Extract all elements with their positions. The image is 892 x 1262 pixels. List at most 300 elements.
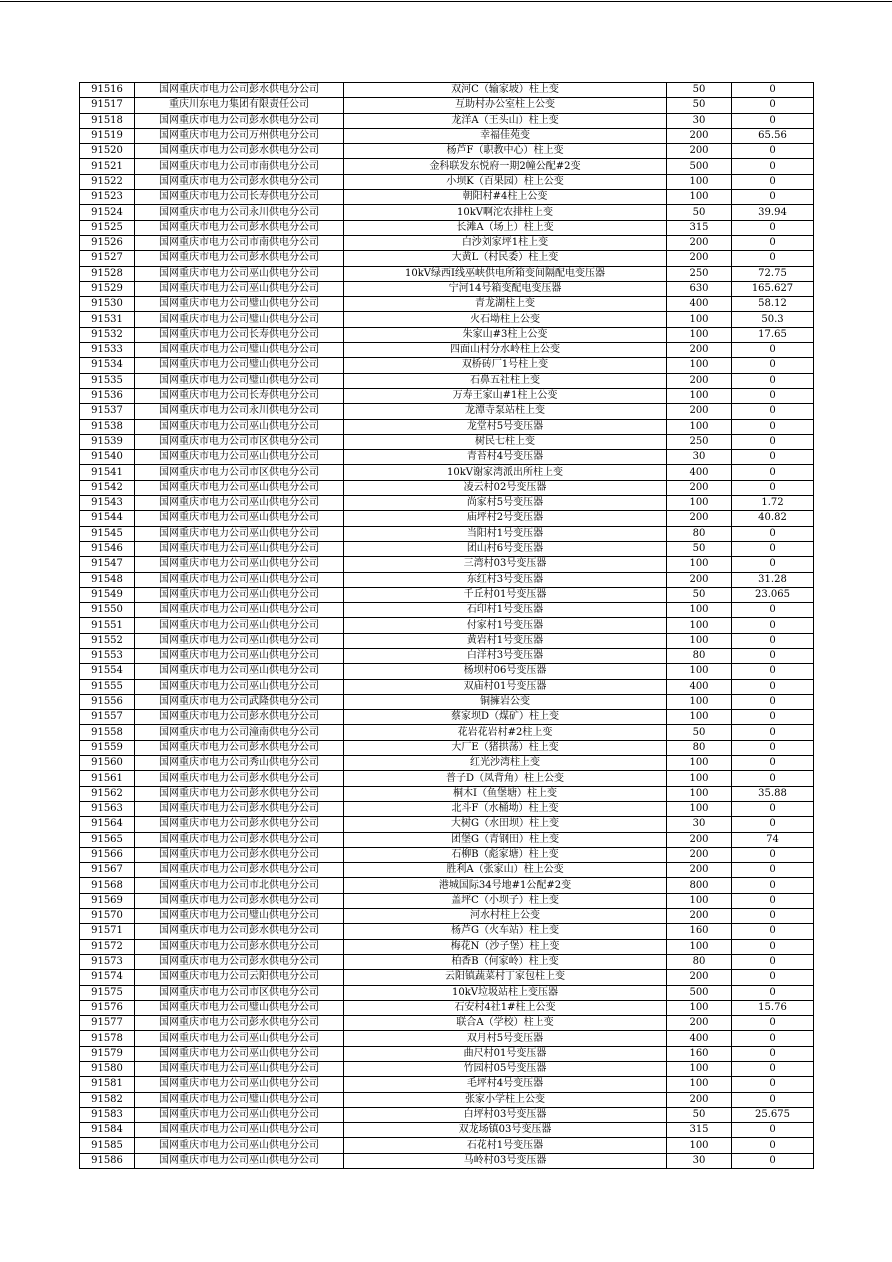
capacity-cell: 200 [667, 1092, 732, 1107]
row-id-cell: 91550 [80, 603, 135, 618]
transformer-name-cell: 青龙湖柱上变 [344, 297, 667, 312]
transformer-name-cell: 凌云村02号变压器 [344, 480, 667, 495]
table-row [80, 511, 814, 526]
row-id-cell: 91549 [80, 587, 135, 602]
capacity-cell: 100 [667, 358, 732, 373]
load-cell: 0 [732, 1123, 814, 1138]
capacity-cell: 400 [667, 465, 732, 480]
transformer-name-cell: 团堡G（青钢田）柱上变 [344, 832, 667, 847]
capacity-cell: 200 [667, 251, 732, 266]
table-row [80, 970, 814, 985]
table-row [80, 1092, 814, 1107]
company-cell: 国网重庆市电力公司彭水供电分公司 [135, 174, 344, 189]
load-cell: 58.12 [732, 297, 814, 312]
capacity-cell: 50 [667, 725, 732, 740]
table-row [80, 679, 814, 694]
table-row [80, 1016, 814, 1031]
row-id-cell: 91536 [80, 388, 135, 403]
company-cell: 国网重庆市电力公司璧山供电分公司 [135, 909, 344, 924]
row-id-cell: 91558 [80, 725, 135, 740]
load-cell: 0 [732, 954, 814, 969]
table-row [80, 266, 814, 281]
table-row [80, 710, 814, 725]
row-id-cell: 91574 [80, 970, 135, 985]
transformer-name-cell: 大黄L（村民委）柱上变 [344, 251, 667, 266]
row-id-cell: 91586 [80, 1153, 135, 1168]
load-cell: 0 [732, 847, 814, 862]
row-id-cell: 91531 [80, 312, 135, 327]
company-cell: 国网重庆市电力公司长寿供电分公司 [135, 388, 344, 403]
transformer-name-cell: 白坪村03号变压器 [344, 1107, 667, 1122]
transformer-name-cell: 红光沙湾柱上变 [344, 756, 667, 771]
company-cell: 国网重庆市电力公司巫山供电分公司 [135, 1062, 344, 1077]
row-id-cell: 91577 [80, 1016, 135, 1031]
table-row [80, 312, 814, 327]
transformer-name-cell: 万寿王家山#1柱上公变 [344, 388, 667, 403]
company-cell: 国网重庆市电力公司市南供电分公司 [135, 235, 344, 250]
transformer-table [79, 82, 814, 1169]
row-id-cell: 91557 [80, 710, 135, 725]
company-cell: 国网重庆市电力公司彭水供电分公司 [135, 939, 344, 954]
company-cell: 国网重庆市电力公司巫山供电分公司 [135, 1077, 344, 1092]
table-row [80, 404, 814, 419]
capacity-cell: 250 [667, 266, 732, 281]
company-cell: 国网重庆市电力公司巫山供电分公司 [135, 419, 344, 434]
company-cell: 国网重庆市电力公司市南供电分公司 [135, 159, 344, 174]
row-id-cell: 91523 [80, 190, 135, 205]
load-cell: 31.28 [732, 572, 814, 587]
company-cell: 国网重庆市电力公司巫山供电分公司 [135, 1046, 344, 1061]
capacity-cell: 250 [667, 434, 732, 449]
table-row [80, 633, 814, 648]
company-cell: 国网重庆市电力公司武隆供电分公司 [135, 694, 344, 709]
transformer-name-cell: 当阳村1号变压器 [344, 526, 667, 541]
load-cell: 0 [732, 710, 814, 725]
company-cell: 国网重庆市电力公司长寿供电分公司 [135, 190, 344, 205]
load-cell: 0 [732, 343, 814, 358]
row-id-cell: 91572 [80, 939, 135, 954]
row-id-cell: 91548 [80, 572, 135, 587]
capacity-cell: 200 [667, 128, 732, 143]
transformer-name-cell: 小坝K（百果园）柱上公变 [344, 174, 667, 189]
transformer-name-cell: 千丘村01号变压器 [344, 587, 667, 602]
row-id-cell: 91533 [80, 343, 135, 358]
capacity-cell: 200 [667, 235, 732, 250]
load-cell: 0 [732, 694, 814, 709]
company-cell: 国网重庆市电力公司潼南供电分公司 [135, 725, 344, 740]
transformer-name-cell: 云阳镇蔬菜村丁家包柱上变 [344, 970, 667, 985]
table-row [80, 557, 814, 572]
transformer-name-cell: 杨芦G（火车站）柱上变 [344, 924, 667, 939]
table-row [80, 985, 814, 1000]
load-cell: 0 [732, 725, 814, 740]
transformer-name-cell: 大树G（水田坝）柱上变 [344, 817, 667, 832]
row-id-cell: 91527 [80, 251, 135, 266]
load-cell: 0 [732, 664, 814, 679]
load-cell: 0 [732, 480, 814, 495]
load-cell: 0 [732, 159, 814, 174]
transformer-name-cell: 盖坪C（小坝子）柱上变 [344, 893, 667, 908]
row-id-cell: 91522 [80, 174, 135, 189]
load-cell: 0 [732, 618, 814, 633]
row-id-cell: 91556 [80, 694, 135, 709]
capacity-cell: 50 [667, 83, 732, 98]
capacity-cell: 200 [667, 480, 732, 495]
transformer-name-cell: 东红村3号变压器 [344, 572, 667, 587]
load-cell: 39.94 [732, 205, 814, 220]
load-cell: 17.65 [732, 327, 814, 342]
company-cell: 国网重庆市电力公司长寿供电分公司 [135, 327, 344, 342]
company-cell: 国网重庆市电力公司永川供电分公司 [135, 404, 344, 419]
table-row [80, 98, 814, 113]
table-row [80, 954, 814, 969]
row-id-cell: 91560 [80, 756, 135, 771]
load-cell: 0 [732, 756, 814, 771]
company-cell: 国网重庆市电力公司秀山供电分公司 [135, 756, 344, 771]
load-cell: 0 [732, 419, 814, 434]
table-row [80, 648, 814, 663]
company-cell: 国网重庆市电力公司市区供电分公司 [135, 434, 344, 449]
table-row [80, 878, 814, 893]
transformer-name-cell: 幸福佳苑变 [344, 128, 667, 143]
transformer-name-cell: 双庙村01号变压器 [344, 679, 667, 694]
company-cell: 国网重庆市电力公司巫山供电分公司 [135, 1031, 344, 1046]
row-id-cell: 91547 [80, 557, 135, 572]
company-cell: 国网重庆市电力公司彭水供电分公司 [135, 113, 344, 128]
row-id-cell: 91524 [80, 205, 135, 220]
transformer-name-cell: 石花村1号变压器 [344, 1138, 667, 1153]
load-cell: 0 [732, 251, 814, 266]
capacity-cell: 400 [667, 1031, 732, 1046]
capacity-cell: 80 [667, 526, 732, 541]
company-cell: 国网重庆市电力公司永川供电分公司 [135, 205, 344, 220]
company-cell: 国网重庆市电力公司璧山供电分公司 [135, 343, 344, 358]
transformer-name-cell: 互助村办公室柱上公变 [344, 98, 667, 113]
load-cell: 0 [732, 526, 814, 541]
company-cell: 国网重庆市电力公司彭水供电分公司 [135, 786, 344, 801]
table-row [80, 205, 814, 220]
transformer-name-cell: 竹园村05号变压器 [344, 1062, 667, 1077]
transformer-name-cell: 白沙刘家坪1柱上变 [344, 235, 667, 250]
transformer-name-cell: 河水村柱上公变 [344, 909, 667, 924]
capacity-cell: 200 [667, 572, 732, 587]
load-cell: 0 [732, 541, 814, 556]
load-cell: 0 [732, 1138, 814, 1153]
company-cell: 国网重庆市电力公司市区供电分公司 [135, 985, 344, 1000]
row-id-cell: 91583 [80, 1107, 135, 1122]
company-cell: 国网重庆市电力公司巫山供电分公司 [135, 1138, 344, 1153]
row-id-cell: 91566 [80, 847, 135, 862]
row-id-cell: 91538 [80, 419, 135, 434]
load-cell: 0 [732, 83, 814, 98]
row-id-cell: 91555 [80, 679, 135, 694]
company-cell: 国网重庆市电力公司巫山供电分公司 [135, 541, 344, 556]
load-cell: 0 [732, 893, 814, 908]
load-cell: 0 [732, 817, 814, 832]
capacity-cell: 500 [667, 985, 732, 1000]
transformer-name-cell: 10kV谢家湾派出所柱上变 [344, 465, 667, 480]
transformer-name-cell: 北斗F（水桶坳）柱上变 [344, 801, 667, 816]
company-cell: 国网重庆市电力公司巫山供电分公司 [135, 480, 344, 495]
capacity-cell: 80 [667, 740, 732, 755]
load-cell: 72.75 [732, 266, 814, 281]
transformer-name-cell: 石柳B（彪家塘）柱上变 [344, 847, 667, 862]
capacity-cell: 200 [667, 847, 732, 862]
company-cell: 国网重庆市电力公司市区供电分公司 [135, 465, 344, 480]
company-cell: 国网重庆市电力公司巫山供电分公司 [135, 526, 344, 541]
row-id-cell: 91546 [80, 541, 135, 556]
load-cell: 0 [732, 633, 814, 648]
capacity-cell: 100 [667, 190, 732, 205]
load-cell: 0 [732, 98, 814, 113]
company-cell: 国网重庆市电力公司彭水供电分公司 [135, 954, 344, 969]
table-row [80, 786, 814, 801]
transformer-name-cell: 白洋村3号变压器 [344, 648, 667, 663]
row-id-cell: 91545 [80, 526, 135, 541]
capacity-cell: 200 [667, 832, 732, 847]
capacity-cell: 100 [667, 618, 732, 633]
capacity-cell: 100 [667, 1077, 732, 1092]
table-row [80, 220, 814, 235]
row-id-cell: 91521 [80, 159, 135, 174]
table-row [80, 113, 814, 128]
row-id-cell: 91530 [80, 297, 135, 312]
row-id-cell: 91568 [80, 878, 135, 893]
row-id-cell: 91535 [80, 373, 135, 388]
transformer-name-cell: 柏香B（何家岭）柱上变 [344, 954, 667, 969]
capacity-cell: 200 [667, 970, 732, 985]
transformer-name-cell: 联合A（学校）柱上变 [344, 1016, 667, 1031]
capacity-cell: 100 [667, 312, 732, 327]
transformer-name-cell: 龙潭寺泵站柱上变 [344, 404, 667, 419]
capacity-cell: 100 [667, 1062, 732, 1077]
table-row [80, 1138, 814, 1153]
capacity-cell: 400 [667, 297, 732, 312]
row-id-cell: 91554 [80, 664, 135, 679]
company-cell: 国网重庆市电力公司彭水供电分公司 [135, 893, 344, 908]
table-row [80, 327, 814, 342]
load-cell: 0 [732, 970, 814, 985]
capacity-cell: 30 [667, 450, 732, 465]
page-top-rule [0, 1, 892, 2]
capacity-cell: 100 [667, 893, 732, 908]
company-cell: 国网重庆市电力公司巫山供电分公司 [135, 679, 344, 694]
transformer-name-cell: 四面山村分水岭柱上公变 [344, 343, 667, 358]
capacity-cell: 80 [667, 648, 732, 663]
table-row [80, 817, 814, 832]
table-row [80, 1000, 814, 1015]
capacity-cell: 160 [667, 924, 732, 939]
company-cell: 国网重庆市电力公司彭水供电分公司 [135, 817, 344, 832]
row-id-cell: 91516 [80, 83, 135, 98]
load-cell: 0 [732, 373, 814, 388]
table-row [80, 83, 814, 98]
transformer-name-cell: 港城国际34号地#1公配#2变 [344, 878, 667, 893]
load-cell: 1.72 [732, 496, 814, 511]
transformer-name-cell: 树民七柱上变 [344, 434, 667, 449]
load-cell: 15.76 [732, 1000, 814, 1015]
table-row [80, 572, 814, 587]
capacity-cell: 100 [667, 496, 732, 511]
transformer-name-cell: 宁河14号箱变配电变压器 [344, 281, 667, 296]
load-cell: 0 [732, 174, 814, 189]
capacity-cell: 500 [667, 159, 732, 174]
capacity-cell: 200 [667, 343, 732, 358]
company-cell: 国网重庆市电力公司巫山供电分公司 [135, 633, 344, 648]
company-cell: 国网重庆市电力公司巫山供电分公司 [135, 281, 344, 296]
table-row [80, 1153, 814, 1168]
row-id-cell: 91585 [80, 1138, 135, 1153]
table-row [80, 893, 814, 908]
capacity-cell: 100 [667, 771, 732, 786]
company-cell: 国网重庆市电力公司彭水供电分公司 [135, 771, 344, 786]
table-row [80, 756, 814, 771]
capacity-cell: 630 [667, 281, 732, 296]
capacity-cell: 100 [667, 801, 732, 816]
capacity-cell: 100 [667, 388, 732, 403]
row-id-cell: 91529 [80, 281, 135, 296]
load-cell: 0 [732, 450, 814, 465]
company-cell: 国网重庆市电力公司巫山供电分公司 [135, 557, 344, 572]
table-row [80, 1123, 814, 1138]
company-cell: 国网重庆市电力公司巫山供电分公司 [135, 1153, 344, 1168]
load-cell: 0 [732, 863, 814, 878]
load-cell: 0 [732, 740, 814, 755]
transformer-name-cell: 双月村5号变压器 [344, 1031, 667, 1046]
company-cell: 国网重庆市电力公司璧山供电分公司 [135, 1092, 344, 1107]
company-cell: 国网重庆市电力公司万州供电分公司 [135, 128, 344, 143]
capacity-cell: 30 [667, 817, 732, 832]
row-id-cell: 91575 [80, 985, 135, 1000]
capacity-cell: 100 [667, 557, 732, 572]
row-id-cell: 91584 [80, 1123, 135, 1138]
row-id-cell: 91541 [80, 465, 135, 480]
row-id-cell: 91520 [80, 144, 135, 159]
capacity-cell: 200 [667, 404, 732, 419]
row-id-cell: 91517 [80, 98, 135, 113]
load-cell: 0 [732, 909, 814, 924]
capacity-cell: 400 [667, 679, 732, 694]
load-cell: 0 [732, 190, 814, 205]
table-row [80, 174, 814, 189]
table-row [80, 603, 814, 618]
row-id-cell: 91518 [80, 113, 135, 128]
transformer-name-cell: 花岩花岩村#2柱上变 [344, 725, 667, 740]
row-id-cell: 91578 [80, 1031, 135, 1046]
company-cell: 国网重庆市电力公司彭水供电分公司 [135, 832, 344, 847]
transformer-name-cell: 曲尺村01号变压器 [344, 1046, 667, 1061]
table-row [80, 618, 814, 633]
company-cell: 国网重庆市电力公司彭水供电分公司 [135, 220, 344, 235]
transformer-name-cell: 石安村4社1#柱上公变 [344, 1000, 667, 1015]
transformer-name-cell: 毛坪村4号变压器 [344, 1077, 667, 1092]
company-cell: 国网重庆市电力公司云阳供电分公司 [135, 970, 344, 985]
company-cell: 国网重庆市电力公司彭水供电分公司 [135, 924, 344, 939]
transformer-name-cell: 桐木I（鱼堡塘）柱上变 [344, 786, 667, 801]
table-row [80, 496, 814, 511]
row-id-cell: 91579 [80, 1046, 135, 1061]
load-cell: 165.627 [732, 281, 814, 296]
row-id-cell: 91573 [80, 954, 135, 969]
row-id-cell: 91543 [80, 496, 135, 511]
row-id-cell: 91571 [80, 924, 135, 939]
company-cell: 国网重庆市电力公司巫山供电分公司 [135, 1123, 344, 1138]
capacity-cell: 100 [667, 603, 732, 618]
load-cell: 0 [732, 557, 814, 572]
company-cell: 国网重庆市电力公司彭水供电分公司 [135, 801, 344, 816]
load-cell: 0 [732, 465, 814, 480]
row-id-cell: 91570 [80, 909, 135, 924]
transformer-name-cell: 杨坝村06号变压器 [344, 664, 667, 679]
capacity-cell: 100 [667, 939, 732, 954]
table-row [80, 847, 814, 862]
capacity-cell: 100 [667, 756, 732, 771]
capacity-cell: 100 [667, 710, 732, 725]
company-cell: 国网重庆市电力公司彭水供电分公司 [135, 863, 344, 878]
load-cell: 0 [732, 939, 814, 954]
row-id-cell: 91519 [80, 128, 135, 143]
table-row [80, 1107, 814, 1122]
transformer-name-cell: 庙坪村2号变压器 [344, 511, 667, 526]
capacity-cell: 50 [667, 1107, 732, 1122]
capacity-cell: 200 [667, 511, 732, 526]
table-row [80, 863, 814, 878]
transformer-name-cell: 黄岩村1号变压器 [344, 633, 667, 648]
table-row [80, 281, 814, 296]
transformer-table-body [80, 83, 814, 1169]
capacity-cell: 100 [667, 419, 732, 434]
transformer-name-cell: 双河C（输家坡）柱上变 [344, 83, 667, 98]
table-row [80, 1077, 814, 1092]
transformer-name-cell: 普子D（凤背角）柱上公变 [344, 771, 667, 786]
table-row [80, 541, 814, 556]
row-id-cell: 91565 [80, 832, 135, 847]
load-cell: 0 [732, 1031, 814, 1046]
company-cell: 国网重庆市电力公司彭水供电分公司 [135, 740, 344, 755]
company-cell: 国网重庆市电力公司彭水供电分公司 [135, 251, 344, 266]
table-row [80, 465, 814, 480]
capacity-cell: 100 [667, 664, 732, 679]
table-row [80, 434, 814, 449]
row-id-cell: 91559 [80, 740, 135, 755]
capacity-cell: 100 [667, 1000, 732, 1015]
table-row [80, 740, 814, 755]
capacity-cell: 100 [667, 327, 732, 342]
load-cell: 0 [732, 1016, 814, 1031]
row-id-cell: 91552 [80, 633, 135, 648]
transformer-name-cell: 马岭村03号变压器 [344, 1153, 667, 1168]
transformer-name-cell: 金科联发东悦府一期2幢公配#2变 [344, 159, 667, 174]
capacity-cell: 200 [667, 1016, 732, 1031]
row-id-cell: 91528 [80, 266, 135, 281]
table-row [80, 924, 814, 939]
table-row [80, 388, 814, 403]
capacity-cell: 200 [667, 863, 732, 878]
capacity-cell: 100 [667, 1138, 732, 1153]
transformer-name-cell: 龙堂村5号变压器 [344, 419, 667, 434]
row-id-cell: 91581 [80, 1077, 135, 1092]
row-id-cell: 91562 [80, 786, 135, 801]
table-row [80, 801, 814, 816]
company-cell: 国网重庆市电力公司巫山供电分公司 [135, 496, 344, 511]
capacity-cell: 100 [667, 633, 732, 648]
company-cell: 国网重庆市电力公司巫山供电分公司 [135, 450, 344, 465]
row-id-cell: 91563 [80, 801, 135, 816]
table-row [80, 343, 814, 358]
table-row [80, 297, 814, 312]
table-row [80, 373, 814, 388]
company-cell: 国网重庆市电力公司璧山供电分公司 [135, 358, 344, 373]
